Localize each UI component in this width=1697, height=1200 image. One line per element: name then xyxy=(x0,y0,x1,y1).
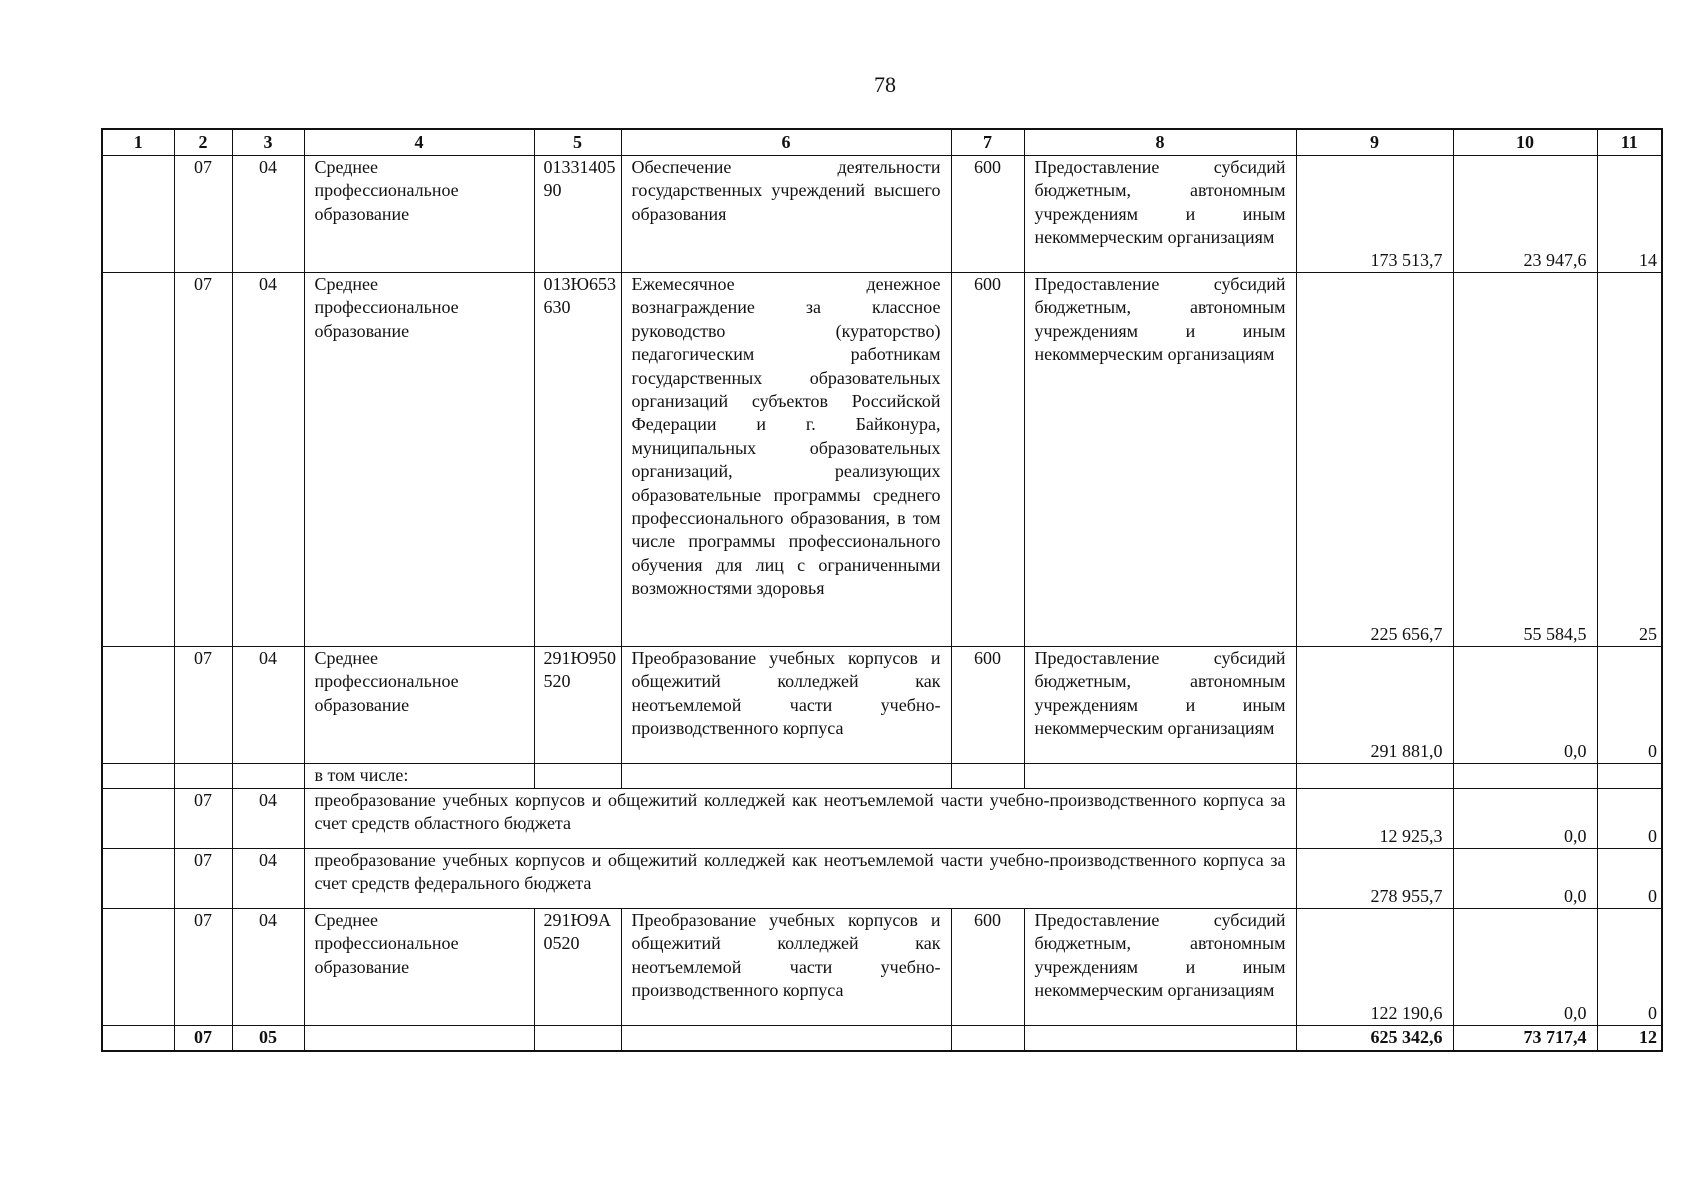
table-row xyxy=(102,849,1662,909)
cell-col1 xyxy=(102,789,174,849)
header-cell: 6 xyxy=(621,129,951,156)
cell-expense-name: Предоставление субсидий бюджетным, автономным учреждениям и иным некоммерческим организациям xyxy=(1024,909,1296,1026)
cell-subsection: 04 xyxy=(232,789,304,849)
cell-target-name: Обеспечение деятельности государственных учреждений высшего образования xyxy=(621,156,951,273)
cell-section: 07 xyxy=(174,849,232,909)
cell-amount: 173 513,7 xyxy=(1296,156,1453,273)
cell-amount-2: 0,0 xyxy=(1453,909,1597,1026)
header-cell: 3 xyxy=(232,129,304,156)
cell-amount: 278 955,7 xyxy=(1296,849,1453,909)
table-row xyxy=(102,273,1662,647)
page-number: 78 xyxy=(874,72,896,97)
cell-col1 xyxy=(102,909,174,1026)
cell-amount: 12 925,3 xyxy=(1296,789,1453,849)
budget-table xyxy=(101,128,1663,1052)
header-cell: 2 xyxy=(174,129,232,156)
including-row xyxy=(102,764,1662,789)
cell-col1 xyxy=(102,273,174,647)
header-cell: 5 xyxy=(534,129,621,156)
cell-subsection: 04 xyxy=(232,909,304,1026)
cell-expense-type: 600 xyxy=(951,909,1024,1026)
cell-expense-name: Предоставление субсидий бюджетным, автономным учреждениям и иным некоммерческим организациям xyxy=(1024,156,1296,273)
cell-including-item: преобразование учебных корпусов и общежитий колледжей как неотъемлемой части учебно-производственного корпуса за счет средств областного бюджета xyxy=(304,789,1296,849)
cell-percent: 0 xyxy=(1597,909,1662,1026)
cell-section-name: Среднее профессиональное образование xyxy=(304,156,534,273)
subtotal-row xyxy=(102,1026,1662,1052)
total-amount: 625 342,6 xyxy=(1296,1026,1453,1052)
cell-section: 07 xyxy=(174,909,232,1026)
cell-expense-type: 600 xyxy=(951,273,1024,647)
cell-target-code: 291Ю950520 xyxy=(534,647,621,764)
cell-col1 xyxy=(102,647,174,764)
cell-target-name: Преобразование учебных корпусов и общежитий колледжей как неотъемлемой части учебно-производственного корпуса xyxy=(621,647,951,764)
cell-subsection: 04 xyxy=(232,647,304,764)
cell-percent: 14 xyxy=(1597,156,1662,273)
cell-percent: 25 xyxy=(1597,273,1662,647)
header-cell: 7 xyxy=(951,129,1024,156)
cell-subsection: 04 xyxy=(232,156,304,273)
cell-target-code: 013Ю653630 xyxy=(534,273,621,647)
cell-section: 07 xyxy=(174,1026,232,1052)
cell-section: 07 xyxy=(174,156,232,273)
cell-target-name: Преобразование учебных корпусов и общежитий колледжей как неотъемлемой части учебно-производственного корпуса xyxy=(621,909,951,1026)
table-row xyxy=(102,156,1662,273)
cell-section: 07 xyxy=(174,789,232,849)
cell-amount-2: 0,0 xyxy=(1453,647,1597,764)
total-percent: 12 xyxy=(1597,1026,1662,1052)
cell-section: 07 xyxy=(174,647,232,764)
header-cell: 10 xyxy=(1453,129,1597,156)
cell-target-code: 291Ю9А0520 xyxy=(534,909,621,1026)
cell-amount: 122 190,6 xyxy=(1296,909,1453,1026)
cell-section: 07 xyxy=(174,273,232,647)
cell-amount-2: 23 947,6 xyxy=(1453,156,1597,273)
total-amount-2: 73 717,4 xyxy=(1453,1026,1597,1052)
cell-amount-2: 0,0 xyxy=(1453,849,1597,909)
cell-expense-name: Предоставление субсидий бюджетным, автономным учреждениям и иным некоммерческим организациям xyxy=(1024,647,1296,764)
cell-section-name: Среднее профессиональное образование xyxy=(304,909,534,1026)
cell-percent: 0 xyxy=(1597,647,1662,764)
cell-expense-type: 600 xyxy=(951,647,1024,764)
cell-target-code: 0133140590 xyxy=(534,156,621,273)
cell-section-name: Среднее профессиональное образование xyxy=(304,273,534,647)
header-cell: 9 xyxy=(1296,129,1453,156)
cell-target-name: Ежемесячное денежное вознаграждение за классное руководство (кураторство) педагогическим работникам государственных образовательных организаций субъектов Российской Федерации и г. Байконура, муниципальных образовательных организаций, реализующих образовательные программы среднего профессионального образования, в том числе программы профессионального обучения для лиц с ограниченными возможностями здоровья xyxy=(621,273,951,647)
table-row xyxy=(102,647,1662,764)
cell-percent: 0 xyxy=(1597,849,1662,909)
cell-amount-2: 55 584,5 xyxy=(1453,273,1597,647)
table-row xyxy=(102,909,1662,1026)
cell-percent: 0 xyxy=(1597,789,1662,849)
table-row xyxy=(102,789,1662,849)
header-cell: 1 xyxy=(102,129,174,156)
cell-including-item: преобразование учебных корпусов и общежитий колледжей как неотъемлемой части учебно-производственного корпуса за счет средств федерального бюджета xyxy=(304,849,1296,909)
cell-subsection: 05 xyxy=(232,1026,304,1052)
header-cell: 4 xyxy=(304,129,534,156)
table-header-row xyxy=(102,129,1662,156)
cell-subsection: 04 xyxy=(232,273,304,647)
cell-expense-name: Предоставление субсидий бюджетным, автономным учреждениям и иным некоммерческим организациям xyxy=(1024,273,1296,647)
header-cell: 11 xyxy=(1597,129,1662,156)
cell-col1 xyxy=(102,849,174,909)
header-cell: 8 xyxy=(1024,129,1296,156)
cell-amount: 225 656,7 xyxy=(1296,273,1453,647)
cell-amount-2: 0,0 xyxy=(1453,789,1597,849)
cell-expense-type: 600 xyxy=(951,156,1024,273)
cell-amount: 291 881,0 xyxy=(1296,647,1453,764)
cell-subsection: 04 xyxy=(232,849,304,909)
including-label: в том числе: xyxy=(304,764,534,789)
cell-section-name: Среднее профессиональное образование xyxy=(304,647,534,764)
cell-col1 xyxy=(102,156,174,273)
